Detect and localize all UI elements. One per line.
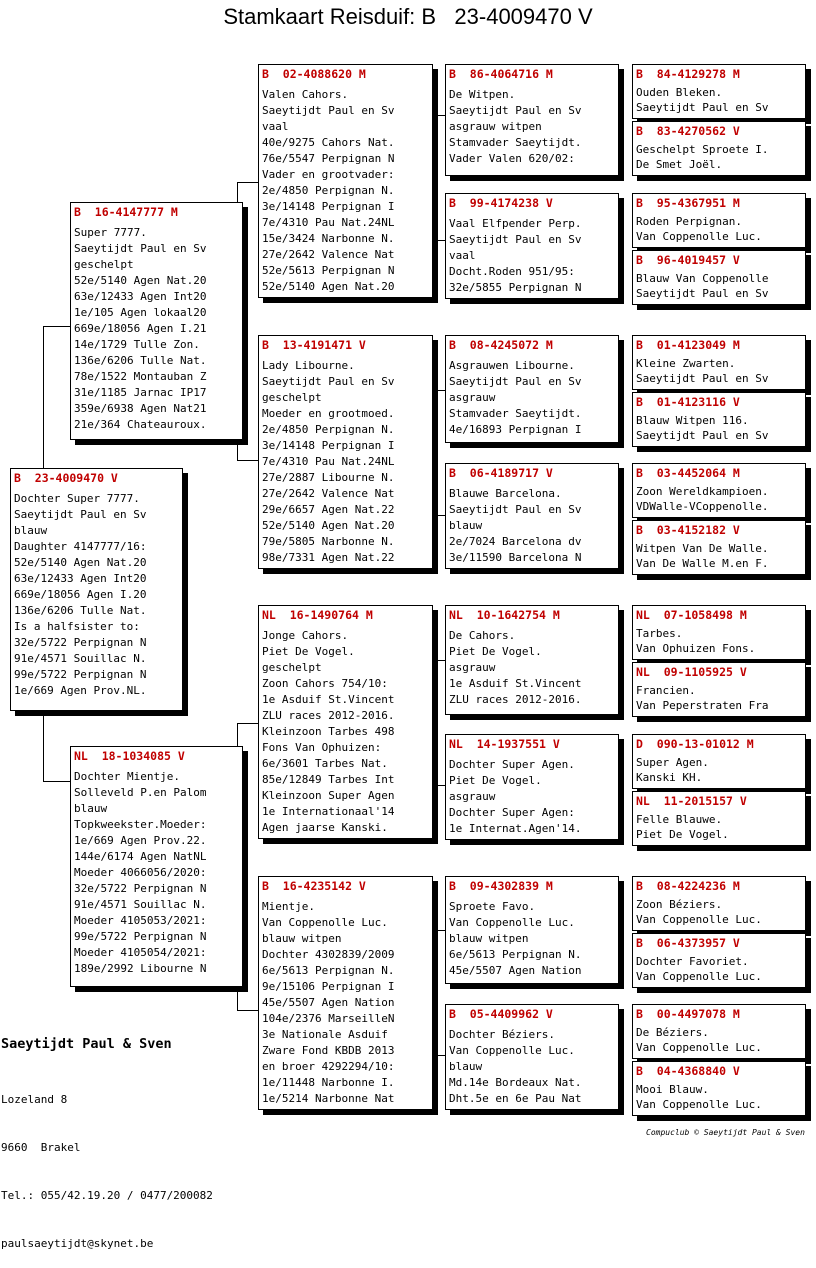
detail-line: 136e/6206 Tulle Nat.: [14, 604, 147, 617]
detail-line: Saeytijdt Paul en Sv: [636, 429, 769, 442]
detail-line: 63e/12433 Agen Int20: [14, 572, 147, 585]
ring-number: B 03-4452064 M: [636, 466, 740, 480]
detail-line: Saeytijdt Paul en Sv: [636, 287, 769, 300]
detail-line: Van De Walle M.en F.: [636, 557, 769, 570]
connector: [437, 660, 438, 785]
pedigree-card-g5: [632, 335, 806, 390]
detail-line: 189e/2992 Libourne N: [74, 962, 207, 975]
detail-line: Van Coppenolle Luc.: [636, 230, 762, 243]
detail-line: 32e/5855 Perpignan N: [449, 281, 582, 294]
pedigree-card-g4: [632, 250, 806, 305]
connector: [43, 326, 44, 468]
connector: [237, 182, 238, 202]
detail-line: 1e Asduif St.Vincent: [449, 677, 582, 690]
card-details: [636, 626, 802, 656]
ring-number: B 16-4147777 M: [74, 205, 178, 219]
detail-line: 144e/6174 Agen NatNL: [74, 850, 207, 863]
detail-line: 27e/2887 Libourne N.: [262, 471, 395, 484]
connector: [43, 781, 70, 782]
detail-line: 9e/15106 Perpignan I: [262, 980, 395, 993]
detail-line: asgrauw: [449, 391, 496, 404]
card-details: [636, 755, 802, 785]
detail-line: 14e/1729 Tulle Zon.: [74, 338, 200, 351]
card-details: [74, 769, 239, 977]
connector: [237, 987, 238, 1010]
card-details: [636, 1082, 802, 1112]
connector: [437, 240, 445, 241]
detail-line: Piet De Vogel.: [449, 774, 542, 787]
breeder-email[interactable]: paulsaeytijdt@skynet.be: [1, 1237, 154, 1250]
ring-number: NL 11-2015157 V: [636, 794, 747, 808]
detail-line: 32e/5722 Perpignan N: [14, 636, 147, 649]
card-details: [636, 683, 802, 713]
detail-line: Saeytijdt Paul en Sv: [449, 104, 582, 117]
detail-line: 78e/1522 Montauban Z: [74, 370, 207, 383]
detail-line: Jonge Cahors.: [262, 629, 349, 642]
connector: [237, 723, 238, 746]
connector: [237, 182, 258, 183]
detail-line: Fons Van Ophuizen:: [262, 741, 382, 754]
detail-line: Blauw Witpen 116.: [636, 414, 749, 427]
detail-line: Moeder en grootmoed.: [262, 407, 395, 420]
card-details: [262, 628, 429, 836]
connector: [237, 1010, 258, 1011]
detail-line: Kleinzoon Tarbes 498: [262, 725, 395, 738]
detail-line: Zoon Béziers.: [636, 898, 723, 911]
breeder-name: Saeytijdt Paul & Sven: [1, 1036, 172, 1052]
detail-line: Solleveld P.en Palom: [74, 786, 207, 799]
pedigree-card-sds: [445, 335, 619, 443]
detail-line: De Cahors.: [449, 629, 516, 642]
detail-line: 1e/11448 Narbonne I.: [262, 1076, 395, 1089]
detail-line: Dochter Super Agen:: [449, 806, 575, 819]
card-details: [449, 486, 615, 566]
pedigree-card-g6: [632, 392, 806, 447]
pedigree-card-g11: [632, 734, 806, 789]
detail-line: Zoon Wereldkampioen.: [636, 485, 769, 498]
detail-line: Super 7777.: [74, 226, 147, 239]
detail-line: Dochter Favoriet.: [636, 955, 749, 968]
ring-number: NL 16-1490764 M: [262, 608, 373, 622]
detail-line: 52e/5140 Agen Nat.20: [74, 274, 207, 287]
pedigree-card-g13: [632, 876, 806, 931]
detail-line: Piet De Vogel.: [449, 645, 542, 658]
detail-line: Van Coppenolle Luc.: [262, 916, 388, 929]
detail-line: 1e/669 Agen Prov.NL.: [14, 684, 147, 697]
detail-line: 52e/5613 Perpignan N: [262, 264, 395, 277]
connector: [237, 723, 258, 724]
ring-number: B 03-4152182 V: [636, 523, 740, 537]
detail-line: Topkweekster.Moeder:: [74, 818, 207, 831]
detail-line: blauw: [449, 1060, 483, 1073]
detail-line: Saeytijdt Paul en Sv: [449, 503, 582, 516]
ring-number: B 08-4224236 M: [636, 879, 740, 893]
detail-line: Van Coppenolle Luc.: [636, 1098, 762, 1111]
detail-line: 40e/9275 Cahors Nat.: [262, 136, 395, 149]
ring-number: B 96-4019457 V: [636, 253, 740, 267]
connector: [437, 515, 445, 516]
detail-line: 52e/5140 Agen Nat.20: [14, 556, 147, 569]
ring-number: B 06-4189717 V: [449, 466, 553, 480]
detail-line: 1e/5214 Narbonne Nat: [262, 1092, 395, 1105]
detail-line: Francien.: [636, 684, 696, 697]
card-details: [636, 812, 802, 842]
detail-line: Saeytijdt Paul en Sv: [74, 242, 207, 255]
ring-number: B 06-4373957 V: [636, 936, 740, 950]
detail-line: Van Coppenolle Luc.: [636, 970, 762, 983]
connector: [437, 390, 445, 391]
breeder-phone: Tel.: 055/42.19.20 / 0477/200082: [1, 1189, 213, 1202]
detail-line: 1e Internat.Agen'14.: [449, 822, 582, 835]
ring-number: B 16-4235142 V: [262, 879, 366, 893]
detail-line: 27e/2642 Valence Nat: [262, 248, 395, 261]
page-title: Stamkaart Reisduif: B 23-4009470 V: [223, 4, 593, 29]
ring-number: NL 09-1105925 V: [636, 665, 747, 679]
detail-line: 76e/5547 Perpignan N: [262, 152, 395, 165]
detail-line: 2e/4850 Perpignan N.: [262, 184, 395, 197]
ring-number: NL 18-1034085 V: [74, 749, 185, 763]
ring-number: B 05-4409962 V: [449, 1007, 553, 1021]
detail-line: blauw: [74, 802, 108, 815]
card-details: [449, 628, 615, 708]
pedigree-card-g16: [632, 1061, 806, 1116]
card-details: [636, 484, 802, 514]
detail-line: 79e/5805 Narbonne N.: [262, 535, 395, 548]
ring-number: NL 07-1058498 M: [636, 608, 747, 622]
detail-line: 85e/12849 Tarbes Int: [262, 773, 395, 786]
detail-line: Agen jaarse Kanski.: [262, 821, 388, 834]
detail-line: 63e/12433 Agen Int20: [74, 290, 207, 303]
footer-copyright: Compuclub © Saeytijdt Paul & Sven: [646, 1128, 805, 1137]
ring-number: B 13-4191471 V: [262, 338, 366, 352]
card-details: [636, 413, 802, 443]
card-details: [636, 85, 802, 115]
ring-number: B 02-4088620 M: [262, 67, 366, 81]
detail-line: 136e/6206 Tulle Nat.: [74, 354, 207, 367]
ring-number: B 99-4174238 V: [449, 196, 553, 210]
connector: [437, 1055, 445, 1056]
detail-line: Van Coppenolle Luc.: [449, 916, 575, 929]
detail-line: 7e/4310 Pau Nat.24NL: [262, 455, 395, 468]
detail-line: Mientje.: [262, 900, 315, 913]
detail-line: Van Coppenolle Luc.: [636, 1041, 762, 1054]
detail-line: asgrauw: [449, 661, 496, 674]
pedigree-card-ssd: [445, 193, 619, 299]
detail-line: geschelpt: [262, 661, 322, 674]
card-details: [636, 356, 802, 386]
pedigree-card-ddd: [445, 1004, 619, 1110]
card-details: [449, 899, 615, 979]
detail-line: 669e/18056 Agen I.20: [14, 588, 147, 601]
ring-number: B 09-4302839 M: [449, 879, 553, 893]
detail-line: 1e/105 Agen lokaal20: [74, 306, 207, 319]
detail-line: Saeytijdt Paul en Sv: [14, 508, 147, 521]
connector: [43, 326, 70, 327]
detail-line: Saeytijdt Paul en Sv: [449, 233, 582, 246]
detail-line: Stamvader Saeytijdt.: [449, 136, 582, 149]
detail-line: asgrauw witpen: [449, 120, 542, 133]
card-details: [636, 214, 802, 244]
pedigree-card-g9: [632, 605, 806, 660]
connector: [437, 115, 445, 116]
breeder-contact: [1, 1060, 213, 1268]
connector: [437, 390, 438, 515]
card-details: [74, 225, 239, 433]
detail-line: vaal: [449, 249, 476, 262]
detail-line: 2e/4850 Perpignan N.: [262, 423, 395, 436]
detail-line: Moeder 4066056/2020:: [74, 866, 207, 879]
detail-line: Saeytijdt Paul en Sv: [262, 375, 395, 388]
connector: [43, 711, 44, 781]
pedigree-card-g15: [632, 1004, 806, 1059]
detail-line: Mooi Blauw.: [636, 1083, 709, 1096]
pedigree-card-g8: [632, 520, 806, 575]
detail-line: Saeytijdt Paul en Sv: [636, 372, 769, 385]
detail-line: Dochter Mientje.: [74, 770, 180, 783]
pedigree-card-g1: [632, 64, 806, 119]
detail-line: 29e/6657 Agen Nat.22: [262, 503, 395, 516]
detail-line: Blauw Van Coppenolle: [636, 272, 769, 285]
detail-line: Moeder 4105053/2021:: [74, 914, 207, 927]
detail-line: Vader Valen 620/02:: [449, 152, 575, 165]
detail-line: Valen Cahors.: [262, 88, 349, 101]
ring-number: B 83-4270562 V: [636, 124, 740, 138]
detail-line: geschelpt: [262, 391, 322, 404]
ring-number: B 00-4497078 M: [636, 1007, 740, 1021]
detail-line: Kleine Zwarten.: [636, 357, 736, 370]
detail-line: 52e/5140 Agen Nat.20: [262, 519, 395, 532]
detail-line: vaal: [262, 120, 289, 133]
detail-line: 6e/5613 Perpignan N.: [449, 948, 582, 961]
card-details: [449, 757, 615, 837]
pedigree-card-g12: [632, 791, 806, 846]
detail-line: 359e/6938 Agen Nat21: [74, 402, 207, 415]
ring-number: B 08-4245072 M: [449, 338, 553, 352]
ring-number: B 95-4367951 M: [636, 196, 740, 210]
ring-number: B 84-4129278 M: [636, 67, 740, 81]
detail-line: blauw: [449, 519, 483, 532]
detail-line: Ouden Bleken.: [636, 86, 723, 99]
connector: [437, 930, 445, 931]
detail-line: blauw witpen: [449, 932, 529, 945]
pedigree-card-g3: [632, 193, 806, 248]
card-details: [449, 216, 615, 296]
detail-line: 91e/4571 Souillac N.: [14, 652, 147, 665]
detail-line: Dochter Super 7777.: [14, 492, 140, 505]
card-details: [449, 87, 615, 167]
detail-line: Roden Perpignan.: [636, 215, 742, 228]
pedigree-card-sire-sire: [258, 64, 433, 298]
card-details: [636, 541, 802, 571]
pedigree-card-dsd: [445, 734, 619, 840]
detail-line: geschelpt: [74, 258, 134, 271]
pedigree-card-sire-dam: [258, 335, 433, 569]
detail-line: 91e/4571 Souillac N.: [74, 898, 207, 911]
detail-line: Vader en grootvader:: [262, 168, 395, 181]
detail-line: Saeytijdt Paul en Sv: [262, 104, 395, 117]
detail-line: Van Coppenolle Luc.: [449, 1044, 575, 1057]
detail-line: 3e/14148 Perpignan I: [262, 439, 395, 452]
connector: [437, 785, 445, 786]
card-details: [449, 358, 615, 438]
detail-line: 6e/5613 Perpignan N.: [262, 964, 395, 977]
detail-line: 32e/5722 Perpignan N: [74, 882, 207, 895]
detail-line: Blauwe Barcelona.: [449, 487, 562, 500]
pedigree-card-g2: [632, 121, 806, 176]
pedigree-card-g14: [632, 933, 806, 988]
pedigree-card-subject: [10, 468, 183, 711]
detail-line: 98e/7331 Agen Nat.22: [262, 551, 395, 564]
detail-line: Van Coppenolle Luc.: [636, 913, 762, 926]
detail-line: Dochter Super Agen.: [449, 758, 575, 771]
detail-line: Geschelpt Sproete I.: [636, 143, 769, 156]
detail-line: 1e Asduif St.Vincent: [262, 693, 395, 706]
card-details: [636, 271, 802, 301]
detail-line: 3e Nationale Asduif: [262, 1028, 388, 1041]
pedigree-card-g7: [632, 463, 806, 518]
detail-line: 45e/5507 Agen Nation: [449, 964, 582, 977]
detail-line: Dochter 4302839/2009: [262, 948, 395, 961]
pedigree-card-dam: [70, 746, 243, 987]
detail-line: en broer 4292294/10:: [262, 1060, 395, 1073]
detail-line: 27e/2642 Valence Nat: [262, 487, 395, 500]
ring-number: D 090-13-01012 M: [636, 737, 754, 751]
detail-line: Vaal Elfpender Perp.: [449, 217, 582, 230]
detail-line: 99e/5722 Perpignan N: [74, 930, 207, 943]
card-details: [636, 954, 802, 984]
card-details: [636, 142, 802, 172]
pedigree-card-dss: [445, 605, 619, 715]
detail-line: 4e/16893 Perpignan I: [449, 423, 582, 436]
detail-line: blauw: [14, 524, 48, 537]
detail-line: 3e/11590 Barcelona N: [449, 551, 582, 564]
connector: [437, 930, 438, 1055]
connector: [437, 660, 445, 661]
detail-line: 21e/364 Chateauroux.: [74, 418, 207, 431]
card-details: [262, 358, 429, 566]
detail-line: Piet De Vogel.: [636, 828, 729, 841]
detail-line: 104e/2376 MarseilleN: [262, 1012, 395, 1025]
detail-line: 669e/18056 Agen I.21: [74, 322, 207, 335]
detail-line: 45e/5507 Agen Nation: [262, 996, 395, 1009]
breeder-city: 9660 Brakel: [1, 1141, 81, 1154]
detail-line: De Witpen.: [449, 88, 516, 101]
detail-line: Md.14e Bordeaux Nat.: [449, 1076, 582, 1089]
detail-line: Van Ophuizen Fons.: [636, 642, 756, 655]
detail-line: Stamvader Saeytijdt.: [449, 407, 582, 420]
detail-line: VDWalle-VCoppenolle.: [636, 500, 769, 513]
ring-number: B 01-4123049 M: [636, 338, 740, 352]
detail-line: De Smet Joël.: [636, 158, 723, 171]
pedigree-card-sdd: [445, 463, 619, 569]
pedigree-card-g10: [632, 662, 806, 717]
card-details: [262, 899, 429, 1107]
ring-number: B 01-4123116 V: [636, 395, 740, 409]
detail-line: ZLU races 2012-2016.: [262, 709, 395, 722]
detail-line: Zoon Cahors 754/10:: [262, 677, 388, 690]
detail-line: Felle Blauwe.: [636, 813, 723, 826]
pedigree-card-sss: [445, 64, 619, 176]
connector: [437, 115, 438, 240]
detail-line: Tarbes.: [636, 627, 683, 640]
detail-line: Dht.5e en 6e Pau Nat: [449, 1092, 582, 1105]
detail-line: Moeder 4105054/2021:: [74, 946, 207, 959]
card-details: [262, 87, 429, 295]
connector: [237, 440, 238, 460]
detail-line: ZLU races 2012-2016.: [449, 693, 582, 706]
detail-line: 2e/7024 Barcelona dv: [449, 535, 582, 548]
detail-line: Saeytijdt Paul en Sv: [636, 101, 769, 114]
pedigree-card-sire: [70, 202, 243, 440]
detail-line: De Béziers.: [636, 1026, 709, 1039]
detail-line: Sproete Favo.: [449, 900, 536, 913]
detail-line: Van Peperstraten Fra: [636, 699, 769, 712]
ring-number: B 86-4064716 M: [449, 67, 553, 81]
detail-line: 7e/4310 Pau Nat.24NL: [262, 216, 395, 229]
detail-line: 52e/5140 Agen Nat.20: [262, 280, 395, 293]
detail-line: Saeytijdt Paul en Sv: [449, 375, 582, 388]
detail-line: asgrauw: [449, 790, 496, 803]
card-details: [636, 897, 802, 927]
detail-line: 1e/669 Agen Prov.22.: [74, 834, 207, 847]
detail-line: Asgrauwen Libourne.: [449, 359, 575, 372]
ring-number: NL 14-1937551 V: [449, 737, 560, 751]
connector: [237, 460, 258, 461]
detail-line: 99e/5722 Perpignan N: [14, 668, 147, 681]
detail-line: Lady Libourne.: [262, 359, 355, 372]
detail-line: Is a halfsister to:: [14, 620, 140, 633]
breeder-address: Lozeland 8: [1, 1093, 68, 1106]
pedigree-card-dds: [445, 876, 619, 984]
pedigree-card-dam-dam: [258, 876, 433, 1110]
card-details: [636, 1025, 802, 1055]
detail-line: Daughter 4147777/16:: [14, 540, 147, 553]
detail-line: 6e/3601 Tarbes Nat.: [262, 757, 388, 770]
detail-line: Witpen Van De Walle.: [636, 542, 769, 555]
detail-line: Dochter Béziers.: [449, 1028, 555, 1041]
card-details: [14, 491, 179, 699]
detail-line: 1e Internationaal'14: [262, 805, 395, 818]
ring-number: B 04-4368840 V: [636, 1064, 740, 1078]
detail-line: Kanski KH.: [636, 771, 703, 784]
card-details: [449, 1027, 615, 1107]
pedigree-card-dam-sire: [258, 605, 433, 839]
detail-line: Docht.Roden 951/95:: [449, 265, 575, 278]
detail-line: Kleinzoon Super Agen: [262, 789, 395, 802]
detail-line: 3e/14148 Perpignan I: [262, 200, 395, 213]
detail-line: Super Agen.: [636, 756, 709, 769]
detail-line: Piet De Vogel.: [262, 645, 355, 658]
ring-number: B 23-4009470 V: [14, 471, 118, 485]
detail-line: Zware Fond KBDB 2013: [262, 1044, 395, 1057]
detail-line: 31e/1185 Jarnac IP17: [74, 386, 207, 399]
detail-line: blauw witpen: [262, 932, 342, 945]
detail-line: 15e/3424 Narbonne N.: [262, 232, 395, 245]
ring-number: NL 10-1642754 M: [449, 608, 560, 622]
